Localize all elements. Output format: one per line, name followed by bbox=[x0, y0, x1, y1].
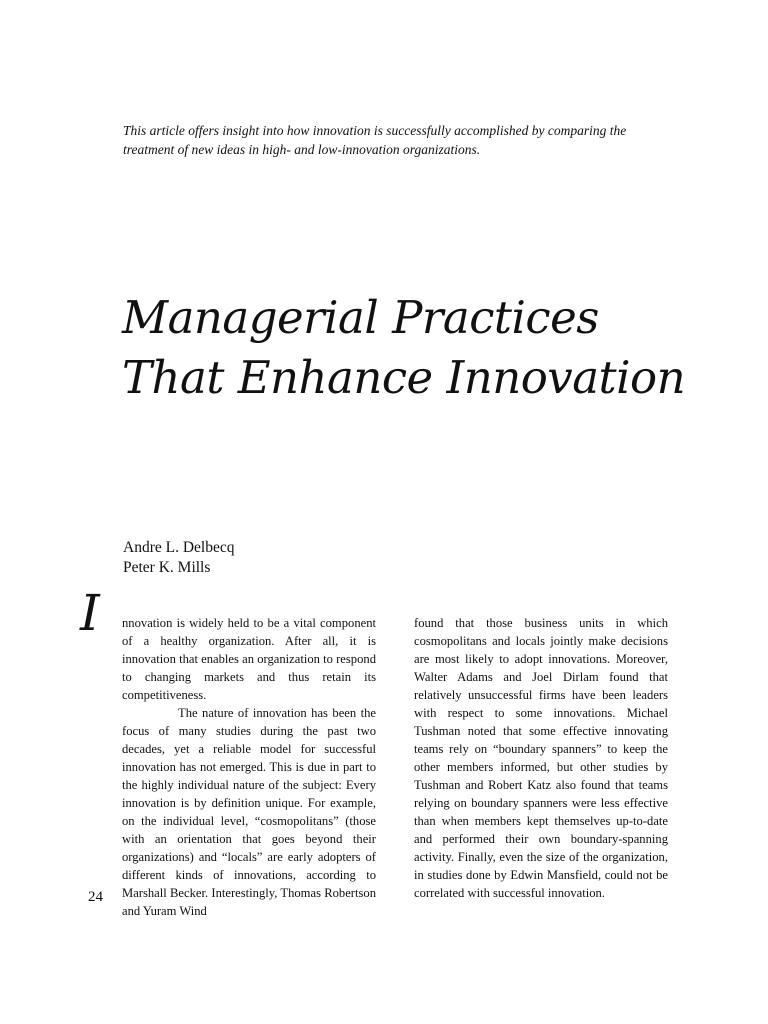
title-line-1: Managerial Practices bbox=[122, 291, 599, 344]
drop-cap: I bbox=[80, 584, 100, 642]
author-name: Peter K. Mills bbox=[123, 559, 211, 576]
article-abstract: This article offers insight into how innovation is successfully accomplished by comparing the treatment of new ideas in high- and low-innovation organizations. bbox=[123, 123, 627, 157]
title-line-2: That Enhance Innovation bbox=[122, 351, 686, 404]
author-name: Andre L. Delbecq bbox=[123, 539, 235, 556]
body-paragraph: The nature of innovation has been the focus of many studies during the past two decades, yet a reliable model for successful innovation has not emerged. This is due in part to the highly individual nature of the subject: Every innovation is by definition unique. For example, on the individual level, “cosmopolitans” (those with an orientation that goes beyond their organizations) and “locals” are early adopters of different kinds of innovations, according to Marshall Becker. Interestingly, Thomas Robertson and Yuram Wind bbox=[122, 706, 376, 918]
article-title bbox=[122, 288, 685, 408]
author-list bbox=[123, 538, 234, 578]
page-number: 24 bbox=[88, 889, 103, 905]
body-paragraph: nnovation is widely held to be a vital component of a healthy organization. After all, it is innovation that enables an organization to respond to changing markets and thus retain its competitiveness. bbox=[122, 616, 376, 702]
body-paragraph: found that those business units in which cosmopolitans and locals jointly make decisions are most likely to adopt innovations. Moreover, Walter Adams and Joel Dirlam found that relatively unsuccessful firms have been leaders with respect to some innovations. Michael Tushman noted that some effective innovating teams rely on “boundary spanners” to keep the other members informed, but other studies by Tushman and Robert Katz also found that teams relying on boundary spanners were less effective than when members kept themselves up-to-date and performed their own boundary-spanning activity. Finally, even the size of the organization, in studies done by Edwin Mansfield, could not be correlated with successful innovation. bbox=[414, 616, 668, 900]
body-column-left bbox=[122, 614, 376, 920]
body-column-right bbox=[414, 614, 668, 902]
